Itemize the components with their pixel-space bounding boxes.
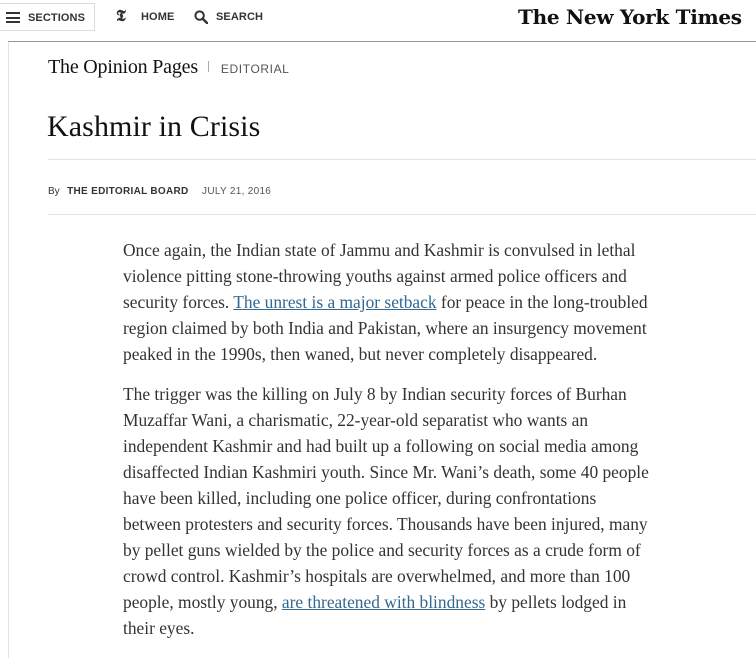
paragraph-line: [123, 289, 703, 315]
paragraph-line: between protesters and security forces. Thousands have been injured, many: [123, 514, 648, 534]
search-icon: [194, 10, 208, 24]
text-run: security forces.: [123, 292, 234, 312]
threatened-blindness-link[interactable]: are threatened with blindness: [281, 592, 486, 612]
paragraph-line: their eyes.: [123, 618, 195, 638]
paragraph-2: [123, 381, 703, 641]
article-body: [123, 237, 703, 655]
headline-divider: [48, 159, 756, 160]
nyt-masthead-logo[interactable]: The New York Times: [518, 5, 742, 29]
text-run: people, mostly young,: [123, 592, 282, 612]
text-run: by pellets lodged in: [485, 592, 627, 612]
opinion-pages-link[interactable]: The Opinion Pages: [48, 56, 198, 78]
paragraph-line: Muzaffar Wani, a charismatic, 22-year-old separatist who wants an: [123, 410, 589, 430]
nyt-t-logo-icon: 𝕿: [116, 6, 126, 25]
paragraph-line: Once again, the Indian state of Jammu and Kashmir is convulsed in lethal: [123, 240, 636, 260]
text-run: for peace in the long-troubled: [436, 292, 648, 312]
sections-label: SECTIONS: [28, 12, 86, 24]
paragraph-line: violence pitting stone-throwing youths against armed police officers and: [123, 266, 627, 286]
section-kicker: [48, 56, 289, 79]
top-navigation-bar: [0, 0, 756, 42]
byline-divider: [48, 214, 756, 215]
page-left-border: [8, 42, 9, 658]
home-label: HOME: [141, 11, 175, 23]
paragraph-line: peaked in the 1990s, then waned, but never completely disappeared.: [123, 344, 598, 364]
kicker-separator: [208, 61, 209, 72]
editorial-section-link[interactable]: EDITORIAL: [220, 62, 290, 76]
paragraph-line: region claimed by both India and Pakistan, where an insurgency movement: [123, 318, 647, 338]
byline-by: By: [48, 186, 60, 197]
paragraph-line: independent Kashmir and had built up a following on social media among: [123, 436, 639, 456]
byline: [48, 181, 271, 199]
paragraph-line: [123, 589, 703, 615]
paragraph-line: disaffected Indian Kashmiri youth. Since Mr. Wani’s death, some 40 people: [123, 462, 649, 482]
paragraph-line: crowd control. Kashmir’s hospitals are overwhelmed, and more than 100: [123, 566, 631, 586]
byline-author-link[interactable]: THE EDITORIAL BOARD: [67, 186, 189, 197]
article-headline: Kashmir in Crisis: [47, 110, 261, 143]
topbar-divider: [8, 41, 756, 42]
search-label: SEARCH: [216, 11, 264, 23]
unrest-setback-link[interactable]: The unrest is a major setback: [233, 292, 437, 312]
hamburger-menu-icon: [6, 12, 20, 23]
paragraph-1: [123, 237, 703, 367]
paragraph-line: have been killed, including one police officer, during confrontations: [123, 488, 597, 508]
paragraph-line: The trigger was the killing on July 8 by Indian security forces of Burhan: [123, 384, 627, 404]
sections-button[interactable]: [0, 3, 95, 31]
byline-date: JULY 21, 2016: [202, 186, 272, 197]
paragraph-line: by pellet guns wielded by the police and security forces as a crude form of: [123, 540, 641, 560]
